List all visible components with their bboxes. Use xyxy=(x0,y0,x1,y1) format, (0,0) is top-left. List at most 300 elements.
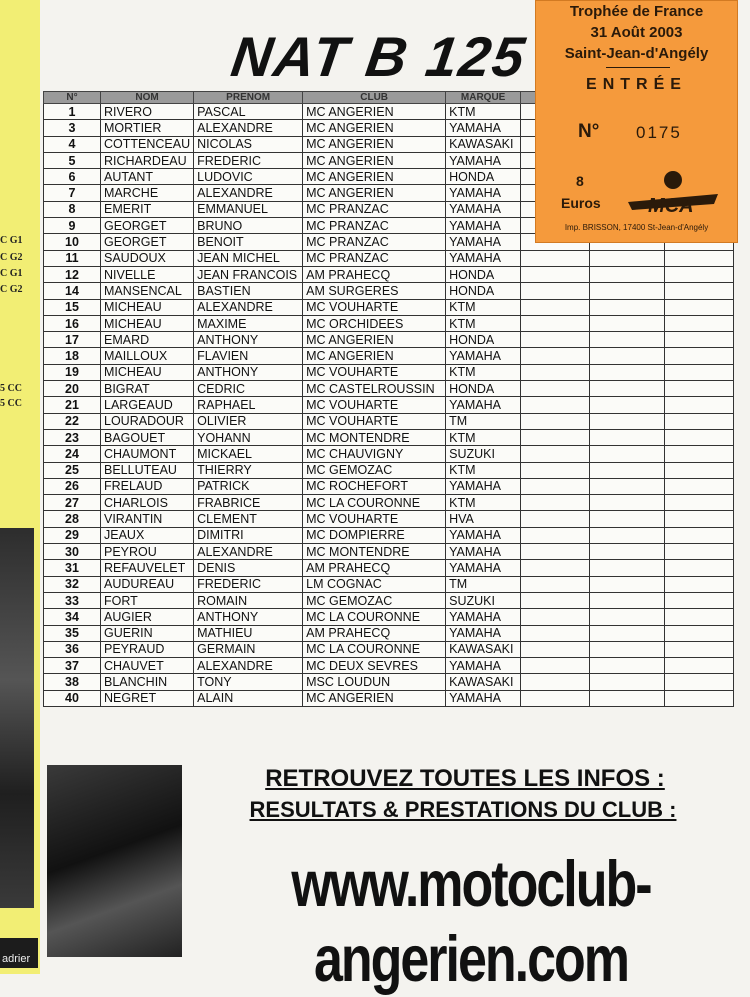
cell-blank xyxy=(590,495,665,511)
cell-prenom: ALEXANDRE xyxy=(194,544,303,560)
cell-marque: YAMAHA xyxy=(446,658,521,674)
cell-nom: RICHARDEAU xyxy=(101,152,194,168)
rider-photo xyxy=(47,765,182,957)
table-row xyxy=(44,299,734,315)
ticket-divider xyxy=(606,67,670,68)
cell-number: 30 xyxy=(44,544,101,560)
cell-marque: KAWASAKI xyxy=(446,641,521,657)
cell-nom: RIVERO xyxy=(101,104,194,120)
cell-blank xyxy=(590,609,665,625)
left-page-bottom xyxy=(0,938,38,968)
cell-number: 32 xyxy=(44,576,101,592)
table-row xyxy=(44,478,734,494)
cell-club: MC VOUHARTE xyxy=(303,413,446,429)
table-row xyxy=(44,413,734,429)
cell-blank xyxy=(590,478,665,494)
cell-marque: HONDA xyxy=(446,266,521,282)
cell-marque: KTM xyxy=(446,299,521,315)
cell-club: MC ANGERIEN xyxy=(303,152,446,168)
promo-headline: RETROUVEZ TOUTES LES INFOS : xyxy=(265,765,665,792)
cell-number: 1 xyxy=(44,104,101,120)
cell-club: MC PRANZAC xyxy=(303,250,446,266)
cell-marque: HONDA xyxy=(446,169,521,185)
cell-nom: COTTENCEAU xyxy=(101,136,194,152)
cell-marque: YAMAHA xyxy=(446,185,521,201)
header-prenom: PRENOM xyxy=(194,92,303,104)
cell-blank xyxy=(590,527,665,543)
cell-blank xyxy=(665,250,734,266)
cell-number: 24 xyxy=(44,446,101,462)
table-row xyxy=(44,381,734,397)
cell-blank xyxy=(665,609,734,625)
cell-blank xyxy=(665,527,734,543)
cell-club: MC GEMOZAC xyxy=(303,462,446,478)
cell-blank xyxy=(590,299,665,315)
cell-blank xyxy=(590,364,665,380)
left-fragment: C G1 xyxy=(0,268,23,279)
table-row xyxy=(44,511,734,527)
cell-number: 12 xyxy=(44,266,101,282)
cell-prenom: JEAN MICHEL xyxy=(194,250,303,266)
ticket-event: Trophée de France xyxy=(569,3,704,20)
cell-number: 35 xyxy=(44,625,101,641)
cell-blank xyxy=(521,674,590,690)
cell-number: 20 xyxy=(44,381,101,397)
cell-blank xyxy=(521,413,590,429)
cell-blank xyxy=(665,299,734,315)
cell-blank xyxy=(665,266,734,282)
cell-club: MC MONTENDRE xyxy=(303,544,446,560)
ticket-entree: ENTRÉE xyxy=(586,76,687,93)
left-fragment: 5 CC xyxy=(0,383,22,394)
cell-prenom: PASCAL xyxy=(194,104,303,120)
cell-blank xyxy=(665,641,734,657)
cell-club: MC ORCHIDEES xyxy=(303,315,446,331)
cell-blank xyxy=(665,478,734,494)
cell-blank xyxy=(590,576,665,592)
cell-nom: LARGEAUD xyxy=(101,397,194,413)
cell-blank xyxy=(590,592,665,608)
cell-nom: PEYROU xyxy=(101,544,194,560)
left-fragment: C G1 xyxy=(0,235,23,246)
cell-club: MC ANGERIEN xyxy=(303,332,446,348)
cell-blank xyxy=(521,690,590,706)
cell-blank xyxy=(521,576,590,592)
cell-blank xyxy=(590,641,665,657)
table-row xyxy=(44,560,734,576)
cell-nom: AUGIER xyxy=(101,609,194,625)
cell-marque: SUZUKI xyxy=(446,446,521,462)
cell-number: 33 xyxy=(44,592,101,608)
cell-prenom: CEDRIC xyxy=(194,381,303,397)
cell-prenom: DIMITRI xyxy=(194,527,303,543)
cell-club: MC CASTELROUSSIN xyxy=(303,381,446,397)
cell-marque: YAMAHA xyxy=(446,690,521,706)
cell-prenom: FLAVIEN xyxy=(194,348,303,364)
cell-marque: HVA xyxy=(446,511,521,527)
cell-club: MC PRANZAC xyxy=(303,234,446,250)
page-title: NAT B 125 xyxy=(227,25,531,88)
cell-blank xyxy=(590,674,665,690)
cell-nom: AUTANT xyxy=(101,169,194,185)
ticket-currency: Euros xyxy=(561,195,601,211)
cell-club: LM COGNAC xyxy=(303,576,446,592)
cell-blank xyxy=(521,495,590,511)
cell-blank xyxy=(590,625,665,641)
cell-marque: KAWASAKI xyxy=(446,674,521,690)
cell-number: 6 xyxy=(44,169,101,185)
cell-blank xyxy=(665,413,734,429)
table-row xyxy=(44,592,734,608)
cell-blank xyxy=(521,283,590,299)
cell-number: 15 xyxy=(44,299,101,315)
cell-nom: NEGRET xyxy=(101,690,194,706)
cell-prenom: EMMANUEL xyxy=(194,201,303,217)
cell-marque: KTM xyxy=(446,315,521,331)
cell-prenom: BRUNO xyxy=(194,218,303,234)
cell-marque: HONDA xyxy=(446,381,521,397)
cell-number: 5 xyxy=(44,152,101,168)
cell-blank xyxy=(665,495,734,511)
cell-blank xyxy=(590,250,665,266)
cell-club: MC VOUHARTE xyxy=(303,511,446,527)
cell-number: 11 xyxy=(44,250,101,266)
cell-blank xyxy=(665,348,734,364)
cell-blank xyxy=(521,592,590,608)
cell-club: MC DEUX SEVRES xyxy=(303,658,446,674)
cell-prenom: OLIVIER xyxy=(194,413,303,429)
cell-prenom: CLEMENT xyxy=(194,511,303,527)
table-row xyxy=(44,690,734,706)
table-row xyxy=(44,266,734,282)
cell-nom: GUERIN xyxy=(101,625,194,641)
cell-number: 36 xyxy=(44,641,101,657)
cell-blank xyxy=(521,625,590,641)
cell-marque: YAMAHA xyxy=(446,120,521,136)
cell-nom: BLANCHIN xyxy=(101,674,194,690)
cell-blank xyxy=(521,446,590,462)
cell-blank xyxy=(590,348,665,364)
cell-blank xyxy=(590,690,665,706)
cell-prenom: PATRICK xyxy=(194,478,303,494)
cell-marque: YAMAHA xyxy=(446,250,521,266)
cell-blank xyxy=(665,592,734,608)
cell-prenom: ALEXANDRE xyxy=(194,299,303,315)
cell-nom: MICHEAU xyxy=(101,364,194,380)
cell-marque: YAMAHA xyxy=(446,478,521,494)
cell-nom: MORTIER xyxy=(101,120,194,136)
cell-number: 17 xyxy=(44,332,101,348)
table-row xyxy=(44,576,734,592)
cell-marque: SUZUKI xyxy=(446,592,521,608)
cell-blank xyxy=(521,560,590,576)
cell-prenom: ANTHONY xyxy=(194,332,303,348)
left-fragment: C G2 xyxy=(0,284,23,295)
cell-nom: MARCHE xyxy=(101,185,194,201)
cell-blank xyxy=(521,478,590,494)
cell-marque: YAMAHA xyxy=(446,609,521,625)
cell-number: 3 xyxy=(44,120,101,136)
left-bottom-text: adrier xyxy=(2,953,31,965)
ticket-date: 31 Août 2003 xyxy=(590,24,683,41)
cell-marque: YAMAHA xyxy=(446,527,521,543)
table-row xyxy=(44,495,734,511)
cell-nom: CHAUMONT xyxy=(101,446,194,462)
cell-blank xyxy=(590,462,665,478)
cell-blank xyxy=(665,332,734,348)
cell-blank xyxy=(665,544,734,560)
cell-prenom: ANTHONY xyxy=(194,609,303,625)
cell-marque: YAMAHA xyxy=(446,152,521,168)
cell-marque: TM xyxy=(446,413,521,429)
cell-number: 16 xyxy=(44,315,101,331)
cell-nom: MAILLOUX xyxy=(101,348,194,364)
ticket-number-label: N° xyxy=(578,121,600,142)
cell-blank xyxy=(590,544,665,560)
cell-club: MC ANGERIEN xyxy=(303,169,446,185)
cell-blank xyxy=(665,397,734,413)
header-club: CLUB xyxy=(303,92,446,104)
cell-blank xyxy=(665,315,734,331)
cell-blank xyxy=(521,250,590,266)
cell-nom: SAUDOUX xyxy=(101,250,194,266)
header-nom: NOM xyxy=(101,92,194,104)
table-row xyxy=(44,315,734,331)
cell-club: MC ROCHEFORT xyxy=(303,478,446,494)
cell-number: 23 xyxy=(44,429,101,445)
cell-number: 26 xyxy=(44,478,101,494)
cell-nom: CHARLOIS xyxy=(101,495,194,511)
table-row xyxy=(44,462,734,478)
cell-blank xyxy=(665,429,734,445)
cell-nom: MANSENCAL xyxy=(101,283,194,299)
cell-number: 27 xyxy=(44,495,101,511)
cell-club: MC VOUHARTE xyxy=(303,397,446,413)
cell-prenom: ROMAIN xyxy=(194,592,303,608)
cell-prenom: GERMAIN xyxy=(194,641,303,657)
cell-prenom: LUDOVIC xyxy=(194,169,303,185)
table-row xyxy=(44,658,734,674)
logo-text: MCA xyxy=(648,195,694,217)
cell-number: 4 xyxy=(44,136,101,152)
table-row xyxy=(44,397,734,413)
cell-blank xyxy=(521,348,590,364)
cell-nom: BIGRAT xyxy=(101,381,194,397)
cell-club: MC ANGERIEN xyxy=(303,348,446,364)
cell-marque: HONDA xyxy=(446,332,521,348)
cell-prenom: ANTHONY xyxy=(194,364,303,380)
cell-prenom: BASTIEN xyxy=(194,283,303,299)
cell-prenom: JEAN FRANCOIS xyxy=(194,266,303,282)
cell-marque: KTM xyxy=(446,495,521,511)
cell-club: AM PRAHECQ xyxy=(303,560,446,576)
cell-blank xyxy=(521,658,590,674)
cell-club: MC LA COURONNE xyxy=(303,609,446,625)
cell-blank xyxy=(590,560,665,576)
cell-marque: YAMAHA xyxy=(446,625,521,641)
table-row xyxy=(44,348,734,364)
cell-nom: MICHEAU xyxy=(101,315,194,331)
cell-nom: FORT xyxy=(101,592,194,608)
cell-marque: KTM xyxy=(446,429,521,445)
cell-marque: YAMAHA xyxy=(446,201,521,217)
cell-prenom: MICKAEL xyxy=(194,446,303,462)
club-website-link[interactable]: www.motoclub-angerien.com xyxy=(291,848,651,996)
promo-subheadline: RESULTATS & PRESTATIONS DU CLUB : xyxy=(249,797,677,822)
cell-prenom: BENOIT xyxy=(194,234,303,250)
cell-blank xyxy=(590,413,665,429)
ticket-printer: Imp. BRISSON, 17400 St-Jean-d'Angély xyxy=(564,223,709,232)
cell-club: MC ANGERIEN xyxy=(303,185,446,201)
cell-blank xyxy=(590,446,665,462)
header-marque: MARQUE xyxy=(446,92,521,104)
cell-prenom: NICOLAS xyxy=(194,136,303,152)
cell-prenom: ALEXANDRE xyxy=(194,185,303,201)
cell-marque: KAWASAKI xyxy=(446,136,521,152)
cell-blank xyxy=(665,381,734,397)
cell-blank xyxy=(521,641,590,657)
left-fragment: C G2 xyxy=(0,252,23,263)
cell-club: MC GEMOZAC xyxy=(303,592,446,608)
cell-blank xyxy=(521,299,590,315)
cell-blank xyxy=(590,381,665,397)
cell-marque: YAMAHA xyxy=(446,234,521,250)
table-row xyxy=(44,364,734,380)
cell-marque: HONDA xyxy=(446,283,521,299)
entry-ticket xyxy=(535,0,738,243)
cell-number: 19 xyxy=(44,364,101,380)
table-row xyxy=(44,283,734,299)
cell-number: 34 xyxy=(44,609,101,625)
cell-blank xyxy=(521,397,590,413)
cell-nom: VIRANTIN xyxy=(101,511,194,527)
cell-blank xyxy=(665,446,734,462)
cell-number: 37 xyxy=(44,658,101,674)
left-fragment: 5 CC xyxy=(0,398,22,409)
cell-nom: FRELAUD xyxy=(101,478,194,494)
cell-prenom: FRABRICE xyxy=(194,495,303,511)
cell-blank xyxy=(590,315,665,331)
header-number: N° xyxy=(44,92,101,104)
cell-marque: YAMAHA xyxy=(446,397,521,413)
cell-prenom: TONY xyxy=(194,674,303,690)
cell-blank xyxy=(665,462,734,478)
table-row xyxy=(44,609,734,625)
cell-blank xyxy=(521,527,590,543)
table-row xyxy=(44,527,734,543)
cell-blank xyxy=(590,332,665,348)
table-row xyxy=(44,250,734,266)
cell-blank xyxy=(521,429,590,445)
cell-blank xyxy=(665,625,734,641)
cell-nom: LOURADOUR xyxy=(101,413,194,429)
cell-club: MC ANGERIEN xyxy=(303,120,446,136)
cell-nom: REFAUVELET xyxy=(101,560,194,576)
cell-club: MSC LOUDUN xyxy=(303,674,446,690)
cell-number: 9 xyxy=(44,218,101,234)
table-row xyxy=(44,544,734,560)
table-row xyxy=(44,641,734,657)
cell-nom: PEYRAUD xyxy=(101,641,194,657)
cell-nom: GEORGET xyxy=(101,234,194,250)
cell-club: AM PRAHECQ xyxy=(303,266,446,282)
cell-number: 10 xyxy=(44,234,101,250)
cell-number: 40 xyxy=(44,690,101,706)
cell-number: 38 xyxy=(44,674,101,690)
cell-number: 7 xyxy=(44,185,101,201)
cell-blank xyxy=(521,332,590,348)
cell-club: MC MONTENDRE xyxy=(303,429,446,445)
cell-blank xyxy=(590,266,665,282)
cell-blank xyxy=(521,381,590,397)
cell-prenom: MATHIEU xyxy=(194,625,303,641)
cell-marque: KTM xyxy=(446,104,521,120)
cell-number: 29 xyxy=(44,527,101,543)
table-row xyxy=(44,674,734,690)
cell-club: MC VOUHARTE xyxy=(303,299,446,315)
cell-number: 21 xyxy=(44,397,101,413)
cell-number: 28 xyxy=(44,511,101,527)
cell-marque: YAMAHA xyxy=(446,218,521,234)
cell-blank xyxy=(665,511,734,527)
cell-club: MC VOUHARTE xyxy=(303,364,446,380)
club-logo xyxy=(618,166,728,218)
cell-prenom: MAXIME xyxy=(194,315,303,331)
cell-prenom: FREDERIC xyxy=(194,152,303,168)
cell-prenom: RAPHAEL xyxy=(194,397,303,413)
cell-nom: GEORGET xyxy=(101,218,194,234)
cell-blank xyxy=(521,266,590,282)
cell-blank xyxy=(521,315,590,331)
cell-blank xyxy=(665,690,734,706)
cell-club: MC LA COURONNE xyxy=(303,641,446,657)
cell-marque: KTM xyxy=(446,462,521,478)
cell-nom: AUDUREAU xyxy=(101,576,194,592)
cell-blank xyxy=(665,560,734,576)
cell-club: MC ANGERIEN xyxy=(303,136,446,152)
cell-nom: MICHEAU xyxy=(101,299,194,315)
ticket-location: Saint-Jean-d'Angély xyxy=(564,45,709,62)
cell-blank xyxy=(665,283,734,299)
table-row xyxy=(44,625,734,641)
table-row xyxy=(44,429,734,445)
cell-nom: NIVELLE xyxy=(101,266,194,282)
cell-blank xyxy=(590,429,665,445)
cell-prenom: YOHANN xyxy=(194,429,303,445)
cell-blank xyxy=(521,544,590,560)
cell-prenom: ALEXANDRE xyxy=(194,658,303,674)
cell-blank xyxy=(665,658,734,674)
cell-nom: BAGOUET xyxy=(101,429,194,445)
cell-blank xyxy=(665,364,734,380)
cell-number: 18 xyxy=(44,348,101,364)
ticket-number: 0175 xyxy=(636,123,682,142)
cell-club: MC PRANZAC xyxy=(303,201,446,217)
cell-nom: BELLUTEAU xyxy=(101,462,194,478)
cell-blank xyxy=(590,283,665,299)
table-row xyxy=(44,446,734,462)
cell-marque: TM xyxy=(446,576,521,592)
cell-club: MC ANGERIEN xyxy=(303,104,446,120)
cell-prenom: THIERRY xyxy=(194,462,303,478)
cell-blank xyxy=(521,609,590,625)
cell-blank xyxy=(590,658,665,674)
cell-club: MC LA COURONNE xyxy=(303,495,446,511)
cell-club: AM PRAHECQ xyxy=(303,625,446,641)
left-page-photo xyxy=(0,528,34,908)
cell-nom: EMERIT xyxy=(101,201,194,217)
cell-club: MC CHAUVIGNY xyxy=(303,446,446,462)
